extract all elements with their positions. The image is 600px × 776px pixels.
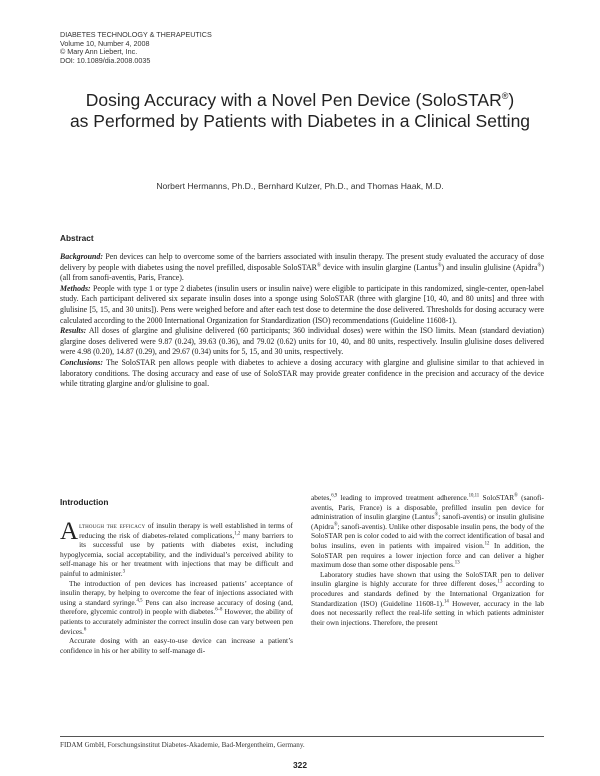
introduction-heading: Introduction [60, 497, 109, 507]
journal-header [60, 31, 212, 65]
title-line-1: Dosing Accuracy with a Novel Pen Device (SoloSTAR®) [85, 89, 515, 110]
column-left [60, 493, 293, 655]
intro-paragraph-3: Accurate dosing with an easy-to-use device can increase a patient’s confidence in his or her ability to self-manage di- [60, 636, 293, 655]
affiliation-footnote: FIDAM GmbH, Forschungsinstitut Diabetes-Akademie, Bad-Mergentheim, Germany. [60, 741, 305, 749]
footnote-divider [60, 736, 544, 737]
intro-paragraph-4: Laboratory studies have shown that using the SoloSTAR pen to deliver insulin glargine is highly accurate for three different doses,$^{13}$ according to procedures and standards defined by the International Organization for Standardization (ISO) (Guideline 11608-1).$^{14}$ However, accuracy in the lab does not necessarily reflect the real-life setting in which patients administer their own injections. Therefore, the present [311, 569, 544, 627]
title-line-2: as Performed by Patients with Diabetes in a Clinical Setting [69, 110, 531, 131]
abstract-conclusions: Conclusions: The SoloSTAR pen allows people with diabetes to achieve a dosing accuracy with glargine and glulisine similar to that achieved in laboratory conditions. The dosing accuracy and ease of use of SoloSTAR may provide greater confidence in the precision and accuracy of the device while titrating glargine and/or glulisine to goal. [60, 357, 544, 389]
abstract-methods: Methods: People with type 1 or type 2 diabetes (insulin users or insulin naive) were eligible to participate in this randomized, single-center, open-label study. Each participant delivered six separate insulin doses into a sponge using SoloSTAR (three with glargine [10, 40, and 80 units] and three with glulisine [5, 15, and 30 units]). Pens were weighed before and after each test dose to determine the dose delivered. Thresholds for dosing accuracy were calculated according to the 2000 International Organization for Standardization (ISO) recommendations (Guideline 11608-1). [60, 283, 544, 325]
column-right [311, 493, 544, 627]
abstract-results: Results: All doses of glargine and glulisine delivered (60 participants; 360 individual doses) were within the ISO limits. Mean (standard deviation) glargine doses delivered were 9.87 (0.24), 39.63 (0.36), and 79.02 (0.62) units for 10, 40, and 80 units, respectively. Insulin glulisine doses delivered were 4.98 (0.20), 14.87 (0.29), and 29.67 (0.34) units for 5, 15, and 30 units, respectively. [60, 326, 544, 357]
drop-cap: A [60, 518, 79, 545]
abstract-background: Background: Pen devices can help to overcome some of the barriers associated with insulin therapy. The present study evaluated the accuracy of dose delivery by people with diabetes using the novel prefilled, disposable SoloSTAR® device with insulin glargine (Lantus®) and insulin glulisine (Apidra®) (all from sanofi-aventis, Paris, France). [60, 252, 544, 283]
abstract-body [60, 252, 544, 390]
journal-name: DIABETES TECHNOLOGY & THERAPEUTICS [60, 30, 212, 39]
journal-copyright: © Mary Ann Liebert, Inc. [60, 47, 138, 57]
abstract-heading: Abstract [60, 233, 94, 243]
journal-doi: DOI: 10.1089/dia.2008.0035 [60, 55, 151, 65]
journal-volume: Volume 10, Number 4, 2008 [60, 38, 150, 48]
intro-paragraph-1: Although the efficacy of insulin therapy is well established in terms of reducing the risk of diabetes-related complications,$^{1,2}$ many barriers to its successful use by patients with diabetes exist, including hypoglycemia, social acceptability, and the individual’s perceived ability to self-manage his or her treatment with injections that may be difficult and painful to administer.$^3$ [60, 518, 293, 578]
article-title [40, 86, 560, 132]
author-list: Norbert Hermanns, Ph.D., Bernhard Kulzer, Ph.D., and Thomas Haak, M.D. [156, 181, 444, 191]
intro-paragraph-3-cont: abetes,$^{6,9}$ leading to improved treatment adherence.$^{10,11}$ SoloSTAR® (sanofi-aventis, Paris, France) is a disposable, prefilled insulin pen device for administration of insulin glargine (Lantus®; sanofi-aventis) or insulin glulisine (Apidra®; sanofi-aventis). Unlike other disposable insulin pens, the body of the SoloSTAR pen is color coded to aid with the correct identification of basal and bolus insulins, even in patients with impaired vision.$^{12}$ In addition, the SoloSTAR pen requires a lower injection force and can deliver a higher maximum dose than some other disposable pens.$^{13}$ [311, 493, 544, 570]
page-number: 322 [293, 760, 307, 770]
intro-paragraph-2: The introduction of pen devices has increased patients’ acceptance of insulin therapy, by helping to overcome the fear of injections associated with using a standard syringe.$^{4,5}$ Pens can also increase accuracy of dosing (and, therefore, glycemic control) in people with diabetes.$^{6-8}$ However, the ability of patients to accurately administer the correct insulin dose can vary between pen devices.$^6$ [60, 578, 294, 636]
